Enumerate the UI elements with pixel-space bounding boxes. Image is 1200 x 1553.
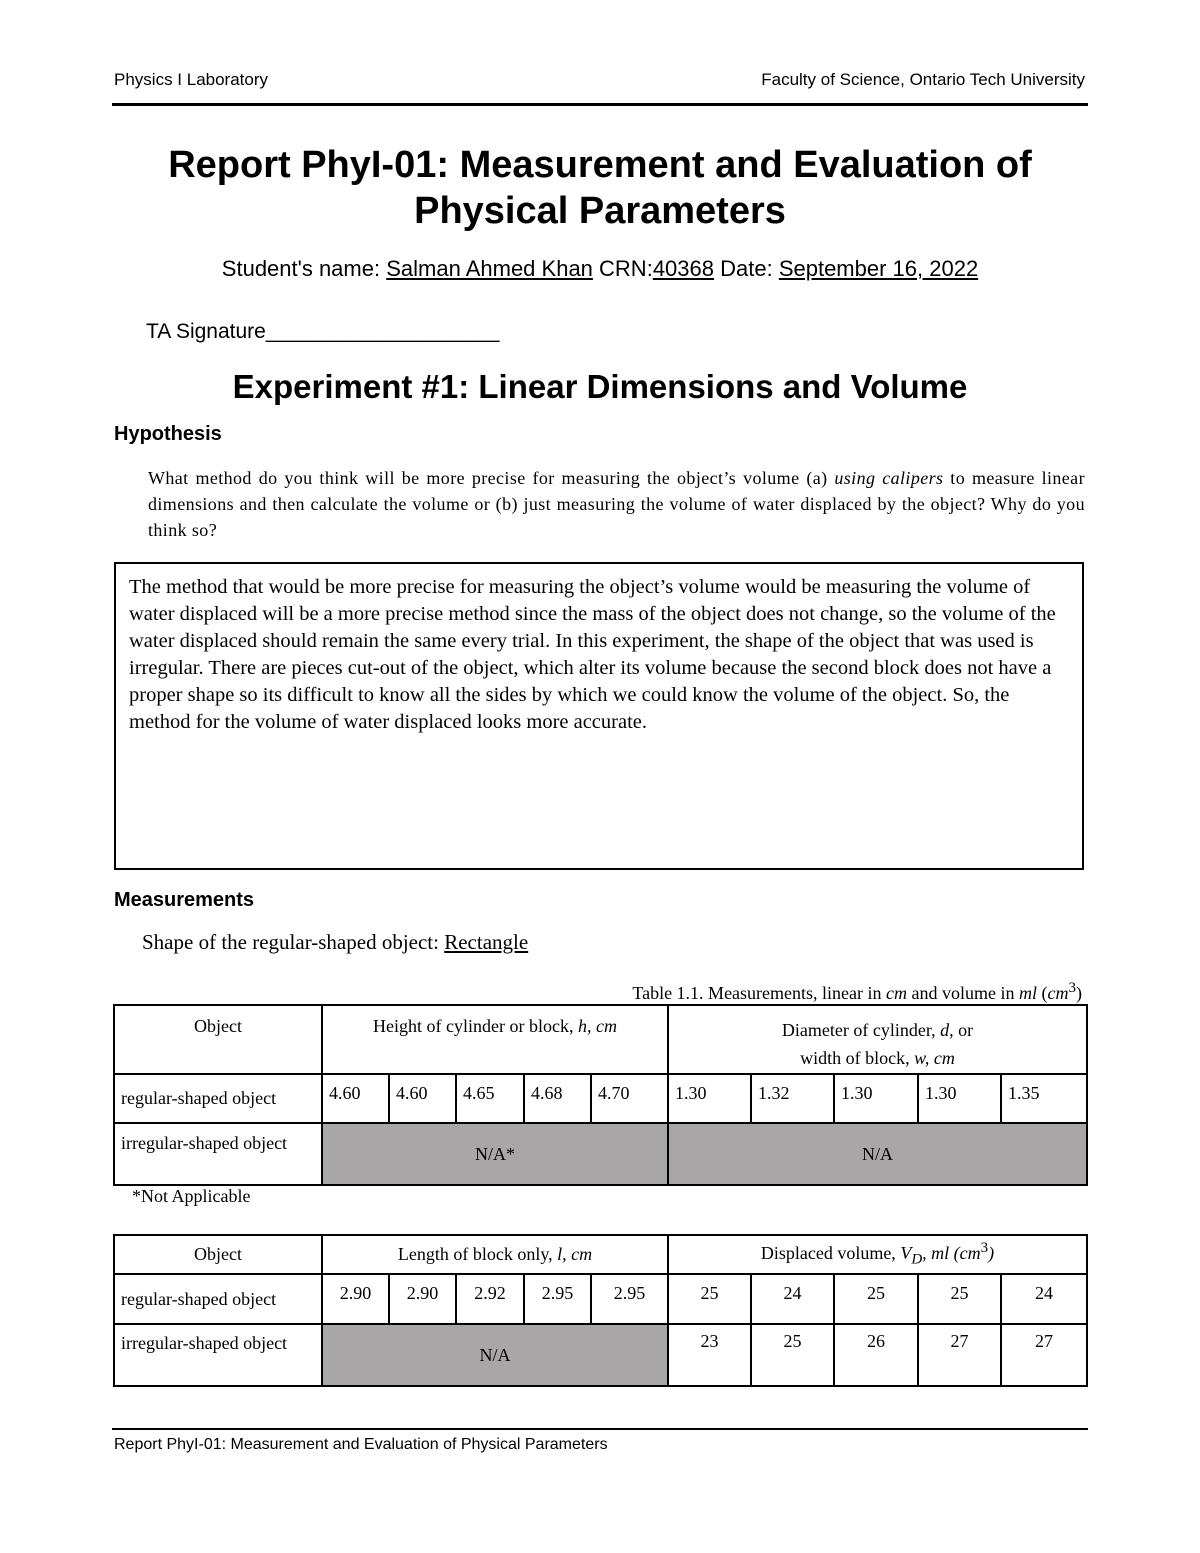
date-label: Date:	[714, 256, 779, 281]
table-cell: 4.65	[456, 1074, 524, 1123]
table-cell: 24	[751, 1274, 834, 1324]
footer-rule	[112, 1428, 1088, 1430]
caption-unit-cm3: cm	[1047, 983, 1069, 1003]
table-cell: 27	[1001, 1324, 1087, 1386]
caption-part-3: (	[1037, 983, 1048, 1003]
caption-part-2: and volume in	[907, 983, 1019, 1003]
table-cell: 2.90	[389, 1274, 456, 1324]
table-cell: 25	[834, 1274, 918, 1324]
table1-row-regular-label: regular-shaped object	[114, 1074, 322, 1123]
caption-part-4: )	[1076, 983, 1082, 1003]
table-cell: 4.60	[389, 1074, 456, 1123]
student-name-label: Student's name:	[221, 256, 387, 281]
table2-header-row	[114, 1235, 1087, 1274]
table-cell: 27	[918, 1324, 1001, 1386]
crn-label: CRN:	[592, 256, 653, 281]
col-height-label: Height of cylinder or block,	[373, 1016, 578, 1036]
col-diam-or: or	[953, 1020, 974, 1040]
col-height-var: h, cm	[577, 1016, 617, 1036]
shape-line	[142, 930, 528, 955]
table-cell: 23	[668, 1324, 751, 1386]
header-left: Physics I Laboratory	[114, 70, 269, 89]
table1-col-height	[322, 1005, 668, 1074]
col-length-label: Length of block only,	[397, 1244, 558, 1264]
hypothesis-heading: Hypothesis	[114, 423, 222, 445]
col-disp-label: Displaced volume,	[760, 1243, 901, 1264]
table-cell: 26	[834, 1324, 918, 1386]
table1-col-object: Object	[114, 1005, 322, 1074]
col-length-var: l, cm	[557, 1244, 593, 1264]
crn-value: 40368	[652, 256, 714, 281]
table-cell: 2.95	[591, 1274, 668, 1324]
table-cell: 25	[751, 1324, 834, 1386]
caption-sup: 3	[1068, 980, 1076, 996]
table-cell: 2.92	[456, 1274, 524, 1324]
table2-col-length	[322, 1235, 668, 1274]
table-cell: 1.30	[668, 1074, 751, 1123]
experiment-title: Experiment #1: Linear Dimensions and Volume	[232, 368, 968, 405]
table2-row-regular-label: regular-shaped object	[114, 1274, 322, 1324]
table-caption	[632, 980, 1082, 1004]
table-cell: 4.68	[524, 1074, 591, 1123]
table-cell: 1.32	[751, 1074, 834, 1123]
col-disp-sub: D	[911, 1251, 923, 1268]
shape-value: Rectangle	[444, 930, 529, 954]
col-diam-var1: d,	[940, 1020, 954, 1040]
shape-label: Shape of the regular-shaped object:	[142, 930, 445, 954]
footer-text: Report PhyI-01: Measurement and Evaluation of Physical Parameters	[114, 1436, 608, 1453]
table-cell: 4.70	[591, 1074, 668, 1123]
table-row	[114, 1123, 1087, 1185]
table-cell: 4.60	[322, 1074, 389, 1123]
ta-signature: TA Signature____________________	[146, 320, 500, 343]
table2-col-object: Object	[114, 1235, 322, 1274]
col-diam-line1: Diameter of cylinder,	[781, 1020, 941, 1040]
table-cell: 25	[918, 1274, 1001, 1324]
caption-unit-ml: ml	[1019, 983, 1037, 1003]
table-row	[114, 1274, 1087, 1324]
col-disp-end: )	[988, 1243, 995, 1264]
table1-irregular-diameter: N/A	[668, 1123, 1087, 1185]
header-rule	[112, 103, 1088, 106]
table-row	[114, 1074, 1087, 1123]
title-line-2: Physical Parameters	[414, 190, 786, 232]
col-disp-sup: 3	[980, 1240, 989, 1257]
col-diam-var2: w, cm	[914, 1048, 955, 1068]
measurements-table-2	[113, 1234, 1088, 1387]
table2-row-irregular-label: irregular-shaped object	[114, 1324, 322, 1386]
table-cell: 24	[1001, 1274, 1087, 1324]
table1-row-irregular-label: irregular-shaped object	[114, 1123, 322, 1185]
hypothesis-answer: The method that would be more precise for measuring the object’s volume would be measuring the volume of water displaced will be a more precise method since the mass of the object does not change, so the volume of the water displaced should remain the same every trial. In this experiment, the shape of the object that was used is irregular. There are pieces cut-out of the object, which alter its volume because the second block does not have a proper shape so its difficult to know all the sides by which we could know the volume of the object. So, the method for the volume of water displaced looks more accurate.	[129, 576, 1056, 733]
col-disp-unit: , ml (cm	[922, 1243, 981, 1264]
measurements-heading: Measurements	[114, 889, 255, 911]
hypothesis-question	[148, 465, 1085, 543]
table1-col-diameter	[668, 1005, 1087, 1074]
col-disp-var: V	[900, 1243, 912, 1264]
table-cell: 1.35	[1001, 1074, 1087, 1123]
student-name: Salman Ahmed Khan	[386, 256, 593, 281]
table-cell: 1.30	[834, 1074, 918, 1123]
table1-irregular-height: N/A*	[322, 1123, 668, 1185]
title-line-1: Report PhyI-01: Measurement and Evaluation of	[168, 144, 1032, 186]
not-applicable-note: *Not Applicable	[132, 1186, 251, 1206]
caption-unit-cm: cm	[886, 983, 908, 1003]
date-value: September 16, 2022	[778, 256, 979, 281]
table2-irregular-length: N/A	[322, 1324, 668, 1386]
col-diam-line2: width of block,	[800, 1048, 915, 1068]
table-cell: 1.30	[918, 1074, 1001, 1123]
table-cell: 25	[668, 1274, 751, 1324]
table1-header-row	[114, 1005, 1087, 1074]
student-info	[0, 256, 1200, 282]
table-cell: 2.95	[524, 1274, 591, 1324]
hypothesis-answer-box[interactable]	[114, 562, 1084, 870]
caption-part-1: Table 1.1. Measurements, linear in	[632, 983, 887, 1003]
header-right: Faculty of Science, Ontario Tech University	[761, 70, 1085, 89]
table2-col-displaced	[668, 1235, 1087, 1274]
question-part-2: to measure linear dimensions and then calculate the volume or (b) just measuring the volume of water displaced by the object? Why do you think so?	[148, 468, 1085, 540]
page-title	[0, 142, 1200, 234]
question-part-1: What method do you think will be more precise for measuring the object’s volume (a)	[148, 468, 835, 488]
table-cell: 2.90	[322, 1274, 389, 1324]
table-row	[114, 1324, 1087, 1386]
measurements-table-1	[113, 1004, 1088, 1186]
question-italic: using calipers	[834, 468, 944, 488]
